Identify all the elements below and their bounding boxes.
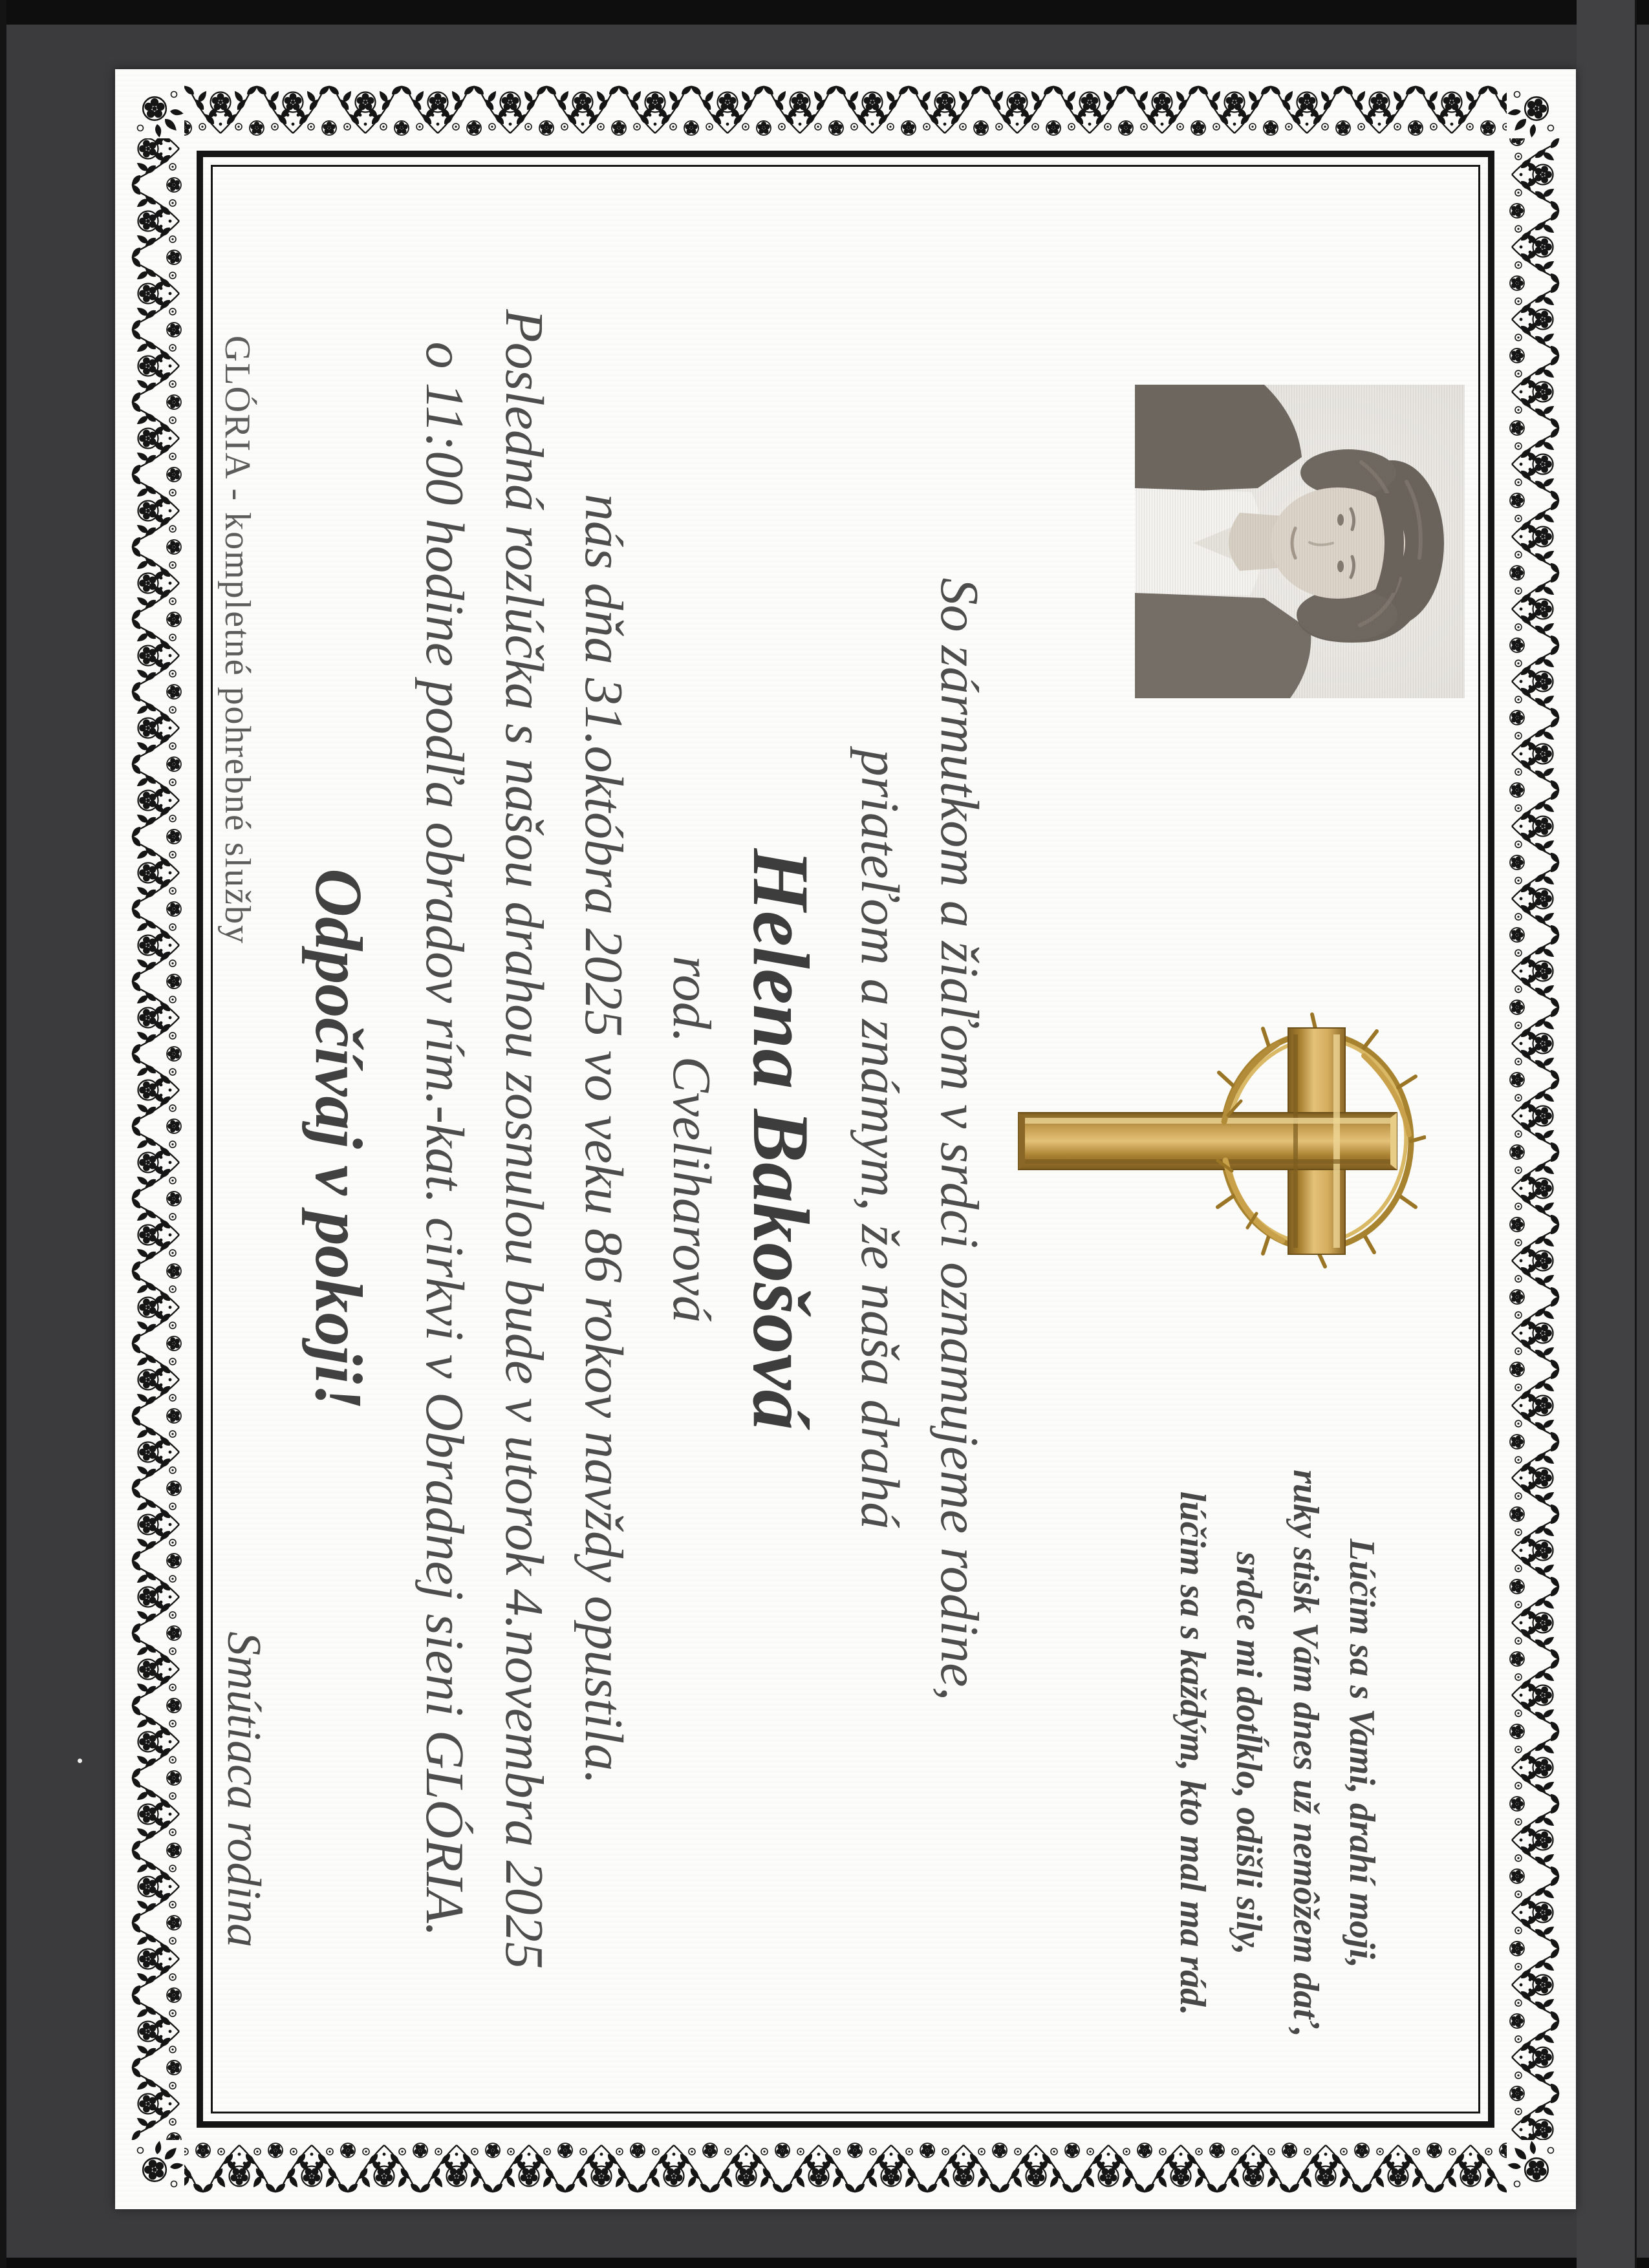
ceremony-details: o 11:00 hodine podľa obradov rím.-kat. cirkvi v Obradnej sieni GLÓRIA.: [415, 341, 475, 1937]
ornamental-border-left: [184, 85, 1507, 138]
scan-edge-band-top: [0, 0, 1649, 25]
poem-line: Lúčim sa s Vami, drahí moji,: [1342, 1538, 1382, 1969]
funeral-home-label: GLÓRIA - kompletné pohrebné služby: [217, 336, 257, 945]
ornamental-border-corner-icon: [1507, 2140, 1560, 2193]
maiden-name: rod. Cveliharová: [662, 956, 722, 1323]
farewell-line: Odpočívaj v pokoji!: [301, 868, 376, 1410]
scan-edge-band-left: [0, 0, 6, 2268]
scan-edge-band-bottom: [0, 2258, 1649, 2268]
family-signature: Smútiaca rodina: [217, 1631, 270, 1947]
death-details: nás dňa 31.októbra 2025 vo veku 86 rokov navždy opustila.: [574, 493, 634, 1785]
cross-crown-icon: [989, 1005, 1426, 1277]
ornamental-border-right: [184, 2140, 1507, 2193]
portrait-photo: [1135, 385, 1465, 698]
ornamental-border-corner-icon: [131, 2140, 184, 2193]
funeral-details: Posledná rozlúčka s našou drahou zosnulou bude v utorok 4.novembra 2025: [494, 309, 554, 1969]
poem-line: lúčim sa s každým, kto mal ma rád.: [1172, 1491, 1212, 2016]
scan-edge-line-right: [1635, 0, 1637, 2268]
poem-line: srdce mi dotĺklo, odišli sily,: [1229, 1552, 1269, 1955]
memorial-card-content: [115, 69, 1576, 2209]
dust-speck: [78, 1759, 82, 1763]
ornamental-border-corner-icon: [1507, 85, 1560, 138]
memorial-poem: [1164, 1459, 1390, 2048]
ornamental-border-top: [1507, 138, 1560, 2140]
scan-background-right: [1577, 0, 1635, 2268]
intro-line-1: So zármutkom a žiaľom v srdci oznamujeme rodine,: [929, 577, 989, 1701]
poem-line: ruky stisk Vám dnes už nemôžem dať,: [1285, 1470, 1326, 2037]
ornamental-border-corner-icon: [131, 85, 184, 138]
deceased-name: Helena Bakošová: [737, 848, 825, 1430]
ornamental-border-bottom: [131, 138, 184, 2140]
memorial-card-page: [115, 69, 1576, 2209]
intro-line-2: priateľom a známym, že naša drahá: [850, 749, 910, 1530]
